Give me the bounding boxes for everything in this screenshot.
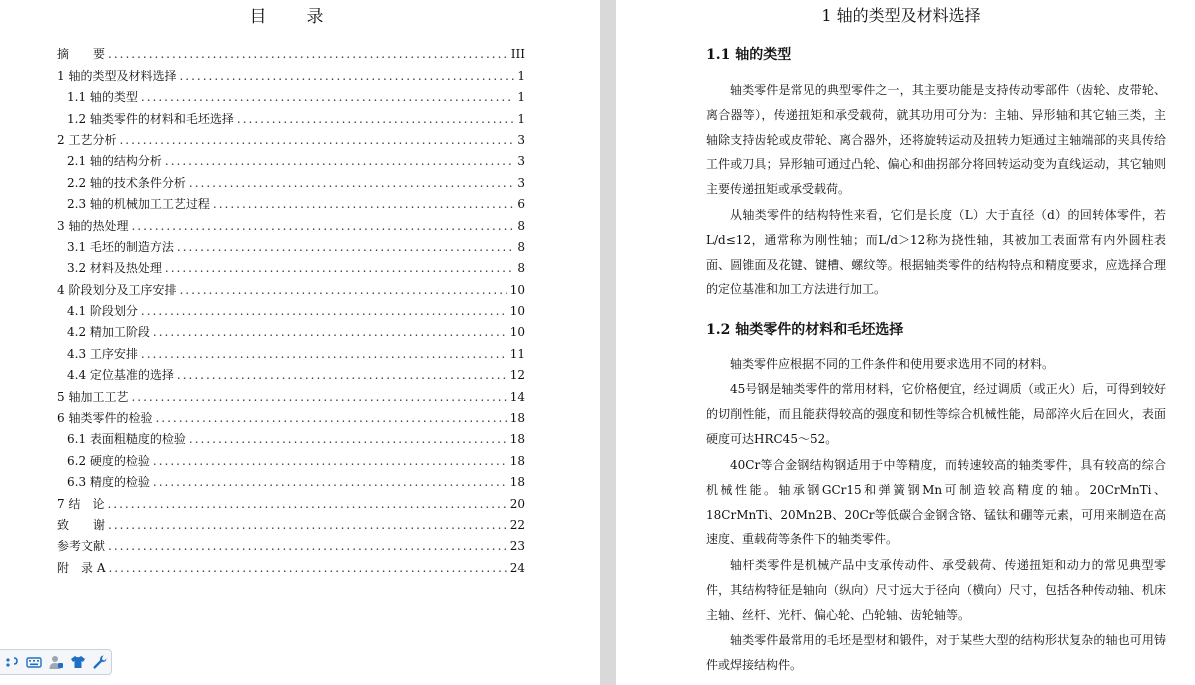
- toc-entry-label: 2.2 轴的技术条件分析: [67, 175, 186, 190]
- toc-leader-dots: [131, 219, 514, 233]
- toc-entry[interactable]: [57, 297, 525, 318]
- toc-entry-label: 1.1 轴的类型: [67, 90, 138, 105]
- toc-entry-page: 18: [509, 475, 525, 490]
- toc-entry[interactable]: [57, 446, 525, 467]
- toc-entry[interactable]: [57, 83, 525, 104]
- toc-leader-dots: [165, 261, 514, 275]
- toc-list: [57, 40, 525, 575]
- toc-leader-dots: [153, 325, 507, 339]
- toc-leader-dots: [153, 454, 507, 468]
- toc-entry-label: 参考文献: [57, 539, 106, 554]
- toc-entry[interactable]: [57, 404, 525, 425]
- toc-entry-page: 3: [517, 132, 525, 147]
- paragraph: 从轴类零件的结构特性来看，它们是长度（L）大于直径（d）的回转体零件，若L/d≤12，通常称为刚性轴；而L/d＞12称为挠性轴，其被加工表面常有内外圆柱表面、圆锥面及花键、键槽、螺纹等。根据轴类零件的结构特点和精度要求，应选择合理的定位基准和加工方法进行加工。: [706, 208, 1166, 297]
- toc-entry-label: 1 轴的类型及材料选择: [57, 68, 177, 83]
- toc-leader-dots: [189, 176, 514, 190]
- toc-entry[interactable]: [57, 425, 525, 446]
- toc-entry-label: 4 阶段划分及工序安排: [57, 282, 177, 297]
- toc-entry-page: 3: [517, 175, 525, 190]
- paragraph: 轴类零件最常用的毛坯是型材和锻件，对于某些大型的结构形状复杂的轴也可用铸件或焊接结构件。: [706, 633, 1166, 672]
- toc-entry-page: 10: [509, 325, 525, 340]
- toc-leader-dots: [155, 411, 506, 425]
- toc-entry[interactable]: [57, 382, 525, 403]
- toc-entry[interactable]: [57, 553, 525, 574]
- toc-entry-page: 1: [517, 90, 525, 105]
- toc-entry[interactable]: [57, 489, 525, 510]
- wrench-icon[interactable]: [91, 653, 109, 671]
- toc-entry[interactable]: [57, 275, 525, 296]
- toc-entry-page: 8: [517, 239, 525, 254]
- toc-entry-label: 2.1 轴的结构分析: [67, 154, 162, 169]
- toc-entry-page: 10: [509, 304, 525, 319]
- toc-leader-dots: [165, 154, 514, 168]
- toc-entry[interactable]: [57, 211, 525, 232]
- toc-entry-page: 22: [509, 517, 525, 532]
- ime-toolbar: [0, 649, 112, 675]
- toc-entry-label: 7 结 论: [57, 496, 105, 511]
- shirt-icon[interactable]: [69, 653, 87, 671]
- chapter-page: [616, 0, 1195, 685]
- toc-entry[interactable]: [57, 532, 525, 553]
- user-icon[interactable]: [47, 653, 65, 671]
- toc-entry[interactable]: [57, 361, 525, 382]
- toc-leader-dots: [189, 432, 507, 446]
- toc-leader-dots: [141, 304, 507, 318]
- toc-entry-label: 4.4 定位基准的选择: [67, 368, 174, 383]
- toc-entry[interactable]: [57, 40, 525, 61]
- toc-leader-dots: [141, 90, 514, 104]
- toc-entry-page: 8: [517, 218, 525, 233]
- toc-entry[interactable]: [57, 126, 525, 147]
- toc-entry[interactable]: [57, 61, 525, 82]
- toc-entry[interactable]: [57, 190, 525, 211]
- toc-entry-label: 6.3 精度的检验: [67, 475, 150, 490]
- toc-entry-label: 3 轴的热处理: [57, 218, 129, 233]
- toc-leader-dots: [119, 133, 514, 147]
- toc-entry-label: 6.1 表面粗糙度的检验: [67, 432, 186, 447]
- paragraph: 轴杆类零件是机械产品中支承传动件、承受载荷、传递扭矩和动力的常见典型零件，其结构特征是轴向（纵向）尺寸远大于径向（横向）尺寸，包括各种传动轴、机床主轴、丝杆、光杆、偏心轮、凸轮轴、齿轮轴等。: [706, 558, 1166, 622]
- toc-title: 目 录: [249, 7, 326, 27]
- toc-leader-dots: [141, 347, 507, 361]
- toc-entry-page: 18: [509, 411, 525, 426]
- paragraph: 45号钢是轴类零件的常用材料，它价格便宜，经过调质（或正火）后，可得到较好的切削性能，而且能获得较高的强度和韧性等综合机械性能，局部淬火后在回火，表面硬度可达HRC45～52。: [706, 382, 1166, 446]
- toc-leader-dots: [108, 539, 507, 553]
- toc-entry-label: 6 轴类零件的检验: [57, 411, 153, 426]
- toc-entry-label: 摘 要: [57, 47, 106, 62]
- toc-entry-page: 14: [509, 389, 525, 404]
- toc-entry-page: 24: [509, 560, 525, 575]
- toc-leader-dots: [179, 69, 514, 83]
- toc-leader-dots: [237, 112, 514, 126]
- toc-leader-dots: [179, 283, 506, 297]
- section-heading-1-1: 1.1 轴的类型: [706, 47, 792, 63]
- toc-entry[interactable]: [57, 339, 525, 360]
- toc-entry[interactable]: [57, 318, 525, 339]
- toc-entry-label: 4.1 阶段划分: [67, 304, 138, 319]
- toc-entry-page: 10: [509, 282, 525, 297]
- toc-leader-dots: [108, 518, 507, 532]
- toc-entry-page: 11: [509, 346, 525, 361]
- toc-entry-page: 18: [509, 432, 525, 447]
- paragraph: 轴类零件是常见的典型零件之一，其主要功能是支持传动零部件（齿轮、皮带轮、离合器等），传递扭矩和承受载荷，就其功用可分为：主轴、异形轴和其它轴三类，主轴除支持齿轮或皮带轮、离合器外，还将旋转运动及扭转力矩通过主轴端部的夹具传给工件或刀具；异形轴可通过凸轮、偏心和曲拐部分将回转运动变为直线运动，其它轴则主要传递扭矩或承受载荷。: [706, 83, 1166, 197]
- toc-entry-label: 2.3 轴的机械加工工艺过程: [67, 197, 210, 212]
- toc-entry-label: 致 谢: [57, 517, 106, 532]
- toc-entry-page: 1: [517, 111, 525, 126]
- toc-entry[interactable]: [57, 511, 525, 532]
- toc-leader-dots: [108, 561, 506, 575]
- page-gutter: [600, 0, 616, 685]
- toc-entry-page: 1: [517, 68, 525, 83]
- toc-entry-page: 12: [509, 368, 525, 383]
- toc-leader-dots: [177, 240, 514, 254]
- toc-entry[interactable]: [57, 233, 525, 254]
- toc-entry-label: 2 工艺分析: [57, 132, 117, 147]
- paragraph: 40Cr等合金钢结构钢适用于中等精度，而转速较高的轴类零件，具有较高的综合机械性能。轴承钢GCr15和弹簧钢Mn可制造较高精度的轴。20CrMnTi、18CrMnTi、20Mn2B、20Cr等低碳合金钢含铬、锰钛和硼等元素，可用来制造在高速度、重载荷等条件下的轴类零件。: [706, 458, 1166, 547]
- toc-entry[interactable]: [57, 147, 525, 168]
- paragraph: 轴类零件应根据不同的工件条件和使用要求选用不同的材料。: [730, 357, 1055, 371]
- toc-leader-dots: [213, 197, 514, 211]
- toc-entry-label: 1.2 轴类零件的材料和毛坯选择: [67, 111, 234, 126]
- toc-entry[interactable]: [57, 254, 525, 275]
- toc-entry-page: 3: [517, 154, 525, 169]
- chapter-title: 1 轴的类型及材料选择: [821, 6, 981, 25]
- toc-entry-label: 5 轴加工工艺: [57, 389, 129, 404]
- toc-entry-page: 6: [517, 197, 525, 212]
- toc-entry[interactable]: [57, 104, 525, 125]
- toc-entry-page: 20: [509, 496, 525, 511]
- toc-entry-page: 8: [517, 261, 525, 276]
- toc-entry-label: 3.1 毛坯的制造方法: [67, 239, 174, 254]
- toc-entry-label: 4.2 精加工阶段: [67, 325, 150, 340]
- toc-leader-dots: [153, 475, 507, 489]
- toc-entry-page: III: [510, 47, 525, 62]
- toc-leader-dots: [107, 497, 506, 511]
- toc-entry[interactable]: [57, 468, 525, 489]
- toc-leader-dots: [177, 368, 507, 382]
- toc-entry-label: 3.2 材料及热处理: [67, 261, 162, 276]
- toc-leader-dots: [131, 390, 506, 404]
- toc-leader-dots: [108, 47, 508, 61]
- punctuation-icon[interactable]: [3, 653, 21, 671]
- toc-entry-label: 附 录 A: [57, 560, 106, 575]
- section-heading-1-2: 1.2 轴类零件的材料和毛坯选择: [706, 322, 904, 338]
- toc-entry-page: 18: [509, 453, 525, 468]
- keyboard-icon[interactable]: [25, 653, 43, 671]
- toc-entry-page: 23: [509, 539, 525, 554]
- toc-entry-label: 6.2 硬度的检验: [67, 453, 150, 468]
- toc-entry-label: 4.3 工序安排: [67, 346, 138, 361]
- toc-entry[interactable]: [57, 168, 525, 189]
